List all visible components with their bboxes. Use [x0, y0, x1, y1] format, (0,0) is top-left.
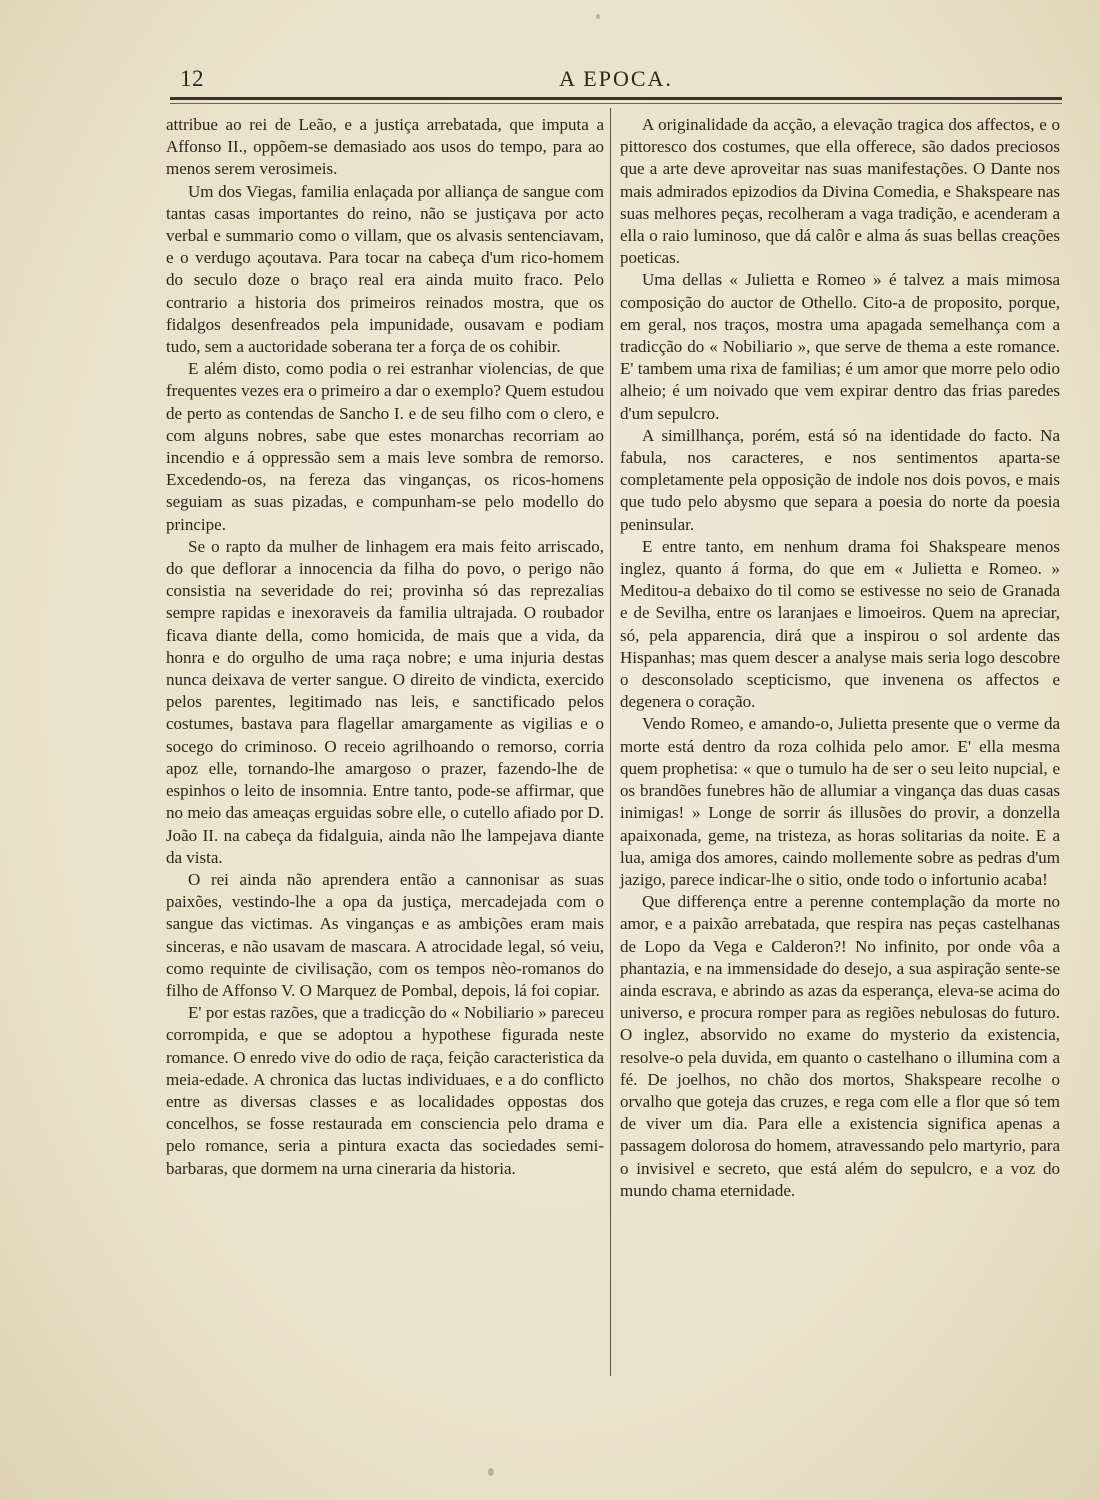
paragraph: E entre tanto, em nenhum drama foi Shakspeare menos inglez, quanto á forma, do que em « Julietta e Romeo. » Meditou-a debaixo do til como se estivesse no seio de Granada e de Sevilha, entre os laranjaes e limoeiros. Quem na apreciar, só, pela apparencia, dirá que a inspirou o sol ardente das Hispanhas; mas quem descer a analyse mais seria logo descobre o desconsolado scepticismo, que invenena os affectos e degenera o coração.	[620, 536, 1060, 712]
paragraph: Vendo Romeo, e amando-o, Julietta presente que o verme da morte está dentro da roza colhida pelo amor. E' ella mesma quem prophetisa: « que o tumulo ha de ser o seu leito nupcial, e os brandões funebres hão de allumiar a vingança das duas casas inimigas! » Longe de sorrir ás illusões do provir, a donzella apaixonada, geme, na tristeza, as horas solitarias da noite. E a lua, amiga dos amores, caindo mollemente sobre as pedras d'um jazigo, parece indicar-lhe o sitio, onde todo o infortunio acaba!	[620, 714, 1060, 889]
paragraph: attribue ao rei de Leão, e a justiça arrebatada, que imputa a Affonso II., oppõem-se demasiado aos usos do tempo, para ao menos serem verosimeis.	[166, 115, 604, 179]
ink-speck	[596, 14, 600, 19]
left-column	[166, 114, 604, 1180]
paragraph: A originalidade da acção, a elevação tragica dos affectos, e o pittoresco dos costumes, que ella offerece, são dados preciosos que a arte deve aproveitar nas suas manifestações. O Dante nos mais admirados epizodios da Divina Comedia, e Shakspeare nas suas melhores peças, recolheram a vaga tradição, e acenderam a ella o raio luminoso, que dá calôr e alma ás suas bellas creações poeticas.	[620, 115, 1060, 268]
page-title: A EPOCA.	[559, 66, 673, 91]
paragraph: Um dos Viegas, familia enlaçada por alliança de sangue com tantas casas importantes do reino, não se justiçava por acto verbal e summario como o villam, que os alvasis sentenciavam, e o verdugo açoutava. Para tocar na cabeça d'um rico-homem do seculo doze o braço real era ainda muito fraco. Pelo contrario a historia dos primeiros reinados mostra, que os fidalgos desenfreados pela impunidade, ousavam e podiam tudo, sem a auctoridade soberana ter a força de os cohibir.	[166, 181, 604, 357]
page-header	[170, 66, 1062, 96]
paragraph: E' por estas razões, que a tradicção do « Nobiliario » pareceu corrompida, e que se adoptou a hypothese figurada neste romance. O enredo vive do odio de raça, feição caracteristica da meia-edade. A chronica das luctas individuaes, e a do conflicto entre as diversas classes e as localidades oppostas dos concelhos, se fosse restaurada em consciencia pelo drama e pelo romance, seria a pintura exacta das sociedades semi-barbaras, que dormem na urna cineraria da historia.	[166, 1003, 604, 1178]
page-number: 12	[180, 66, 204, 91]
paragraph: Se o rapto da mulher de linhagem era mais feito arriscado, do que deflorar a innocencia da filha do povo, o perigo não consistia na severidade do rei; provinha só das reprezalias sempre rapidas e inexoraveis da familia ultrajada. O roubador ficava diante della, como homicida, de mais que a vida, da honra e do orgulho de uma raça nobre; e uma injuria destas nunca deixava de verter sangue. O direito de vindicta, exercido pelos parentes, legitimado nas leis, e sanctificado pelos costumes, bastava para flagellar amargamente as vigilias e o socego do criminoso. O receio agrilhoando o remorso, corria apoz elle, tornando-lhe amargoso o prazer, fazendo-lhe de espinhos o leito de insomnia. Entre tanto, pode-se affirmar, que no meio das ameaças erguidas sobre elle, o cutello afiado por D. João II. na cabeça da fidalguia, ainda não lhe lampejava diante da vista.	[166, 536, 604, 867]
paragraph: A simillhança, porém, está só na identidade do facto. Na fabula, nos caracteres, e nos sentimentos aparta-se completamente pela opposição de indole nos dois povos, e mais que tudo pelo abysmo que separa a poesia do norte da poesia peninsular.	[620, 425, 1060, 534]
paragraph: O rei ainda não aprendera então a cannonisar as suas paixões, vestindo-lhe a opa da justiça, mercadejada com o sangue das victimas. As vinganças e as ambições eram mais sinceras, e não usavam de mascara. A atrocidade legal, só veiu, como requinte de civilisação, com os tempos nèo-romanos do filho de Affonso V. O Marquez de Pombal, depois, lá foi copiar.	[166, 869, 604, 1000]
header-rule-thin	[170, 103, 1062, 104]
column-divider	[610, 108, 611, 1376]
right-column	[620, 114, 1060, 1202]
paragraph: Uma dellas « Julietta e Romeo » é talvez a mais mimosa composição do auctor de Othello. Cito-a de proposito, porque, em geral, nos traços, mostra uma apagada semelhança com a tradicção do « Nobiliario », que serve de thema a este romance. E' tambem uma rixa de familias; é um amor que morre pelo odio alheio; é um noivado que vem expirar dentro das frias paredes d'um sepulcro.	[620, 270, 1060, 423]
paragraph: Que differença entre a perenne contemplação da morte no amor, e a paixão arrebatada, que respira nas peças castelhanas de Lopo da Vega e Calderon?! No infinito, por onde vôa a phantazia, e na immensidade do desejo, a sua aspiração sente-se ainda escrava, e abrindo as azas da esperança, eleva-se acima do universo, e procura romper para as regiões nebulosas do futuro. O inglez, absorvido no exame do mysterio da existencia, resolve-o pela duvida, em quanto o castelhano o illumina com a fé. De joelhos, no chão dos mortos, Shakspeare recolhe o orvalho que goteja das cruzes, e rega com elle a flor que só tem de viver um dia. Para elle a existencia significa apenas a passagem dolorosa do homem, atravessando pelo martyrio, para o invisivel e secreto, que está além do sepulcro, e a voz do mundo chama eternidade.	[620, 892, 1060, 1200]
paragraph: E além disto, como podia o rei estranhar violencias, de que frequentes vezes era o primeiro a dar o exemplo? Quem estudou de perto as contendas de Sancho I. e de seu filho com o clero, e com alguns nobres, sabe que estes monarchas recorriam ao incendio e á oppressão sem a mais leve sombra de remorso. Excedendo-os, na fereza das vinganças, os ricos-homens seguiam as suas pizadas, e compunham-se pelo modello do principe.	[166, 359, 604, 534]
header-rule	[170, 97, 1062, 100]
ink-speck	[488, 1468, 494, 1476]
